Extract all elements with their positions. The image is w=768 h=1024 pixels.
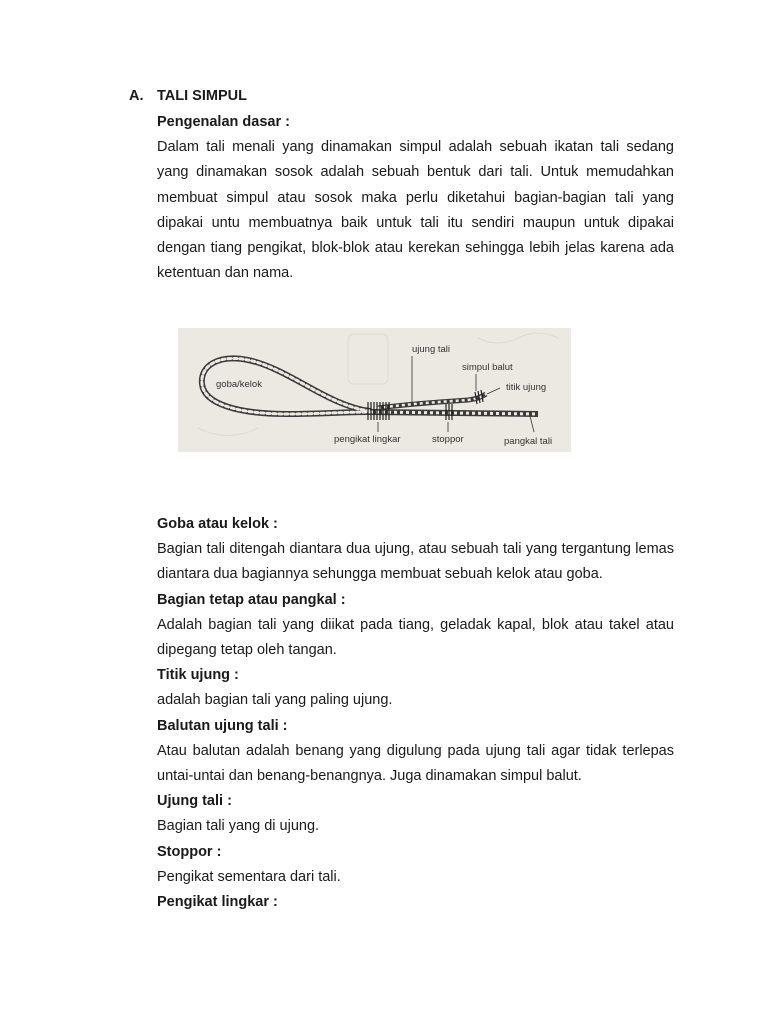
term-item [157, 663, 674, 713]
section-heading [129, 86, 247, 106]
label-pengikat-lingkar: pengikat lingkar [334, 434, 401, 445]
term-item [157, 789, 674, 839]
rope-parts-figure [178, 328, 571, 452]
label-simpul-balut: simpul balut [462, 362, 513, 373]
label-pangkal-tali: pangkal tali [504, 436, 553, 447]
term-description: adalah bagian tali yang paling ujung. [157, 692, 393, 709]
intro-block [157, 110, 674, 286]
term-heading: Goba atau kelok : [157, 516, 278, 532]
whipping [475, 390, 483, 404]
term-description: Adalah bagian tali yang diikat pada tiang, geladak kapal, blok atau takel atau dipegang tetap oleh tangan. [157, 616, 674, 659]
section-title: TALI SIMPUL [157, 88, 247, 104]
term-description: Pengikat sementara dari tali. [157, 868, 341, 885]
term-heading: Ujung tali : [157, 793, 232, 810]
intro-paragraph: Dalam tali menali yang dinamakan simpul adalah sebuah ikatan tali sedang yang dinamakan sosok adalah sebuah bentuk dari tali. Untuk memudahkan membuat simpul atau sosok maka perlu diketahui bagian-bagian tali yang dipakai untu membuatnya baik untuk tali itu sendiri maupun untuk dipakai dengan tiang pengikat, blok-blok atau kerekan sehingga lebih jelas karena ada ketentuan dan nama. [157, 139, 674, 282]
rope-diagram [178, 328, 571, 452]
term-item [157, 714, 674, 790]
term-heading: Stoppor : [157, 843, 222, 860]
intro-heading: Pengenalan dasar : [157, 114, 290, 130]
term-description: Bagian tali ditengah diantara dua ujung, atau sebuah tali yang tergantung lemas diantara dua bagiannya sehungga membuat sebuah kelok atau goba. [157, 541, 674, 583]
section-letter: A. [129, 88, 144, 104]
label-ujung-tali: ujung tali [412, 344, 451, 355]
terms-list [157, 512, 674, 915]
term-item [157, 588, 674, 664]
term-item [157, 840, 674, 890]
term-heading: Bagian tetap atau pangkal : [157, 591, 346, 608]
term-heading: Balutan ujung tali : [157, 717, 288, 734]
term-heading: Pengikat lingkar : [157, 894, 278, 911]
term-heading: Titik ujung : [157, 667, 239, 684]
term-item [157, 512, 674, 588]
label-titik-ujung: titik ujung [506, 382, 547, 393]
label-goba: goba/kelok [216, 379, 262, 390]
label-stoppor: stoppor [432, 434, 464, 445]
term-description: Bagian tali yang di ujung. [157, 818, 320, 835]
term-item [157, 890, 674, 915]
term-description: Atau balutan adalah benang yang digulung pada ujung tali agar tidak terlepas untai-untai dan benang-benangnya. Juga dinamakan simpul balut. [157, 742, 674, 785]
